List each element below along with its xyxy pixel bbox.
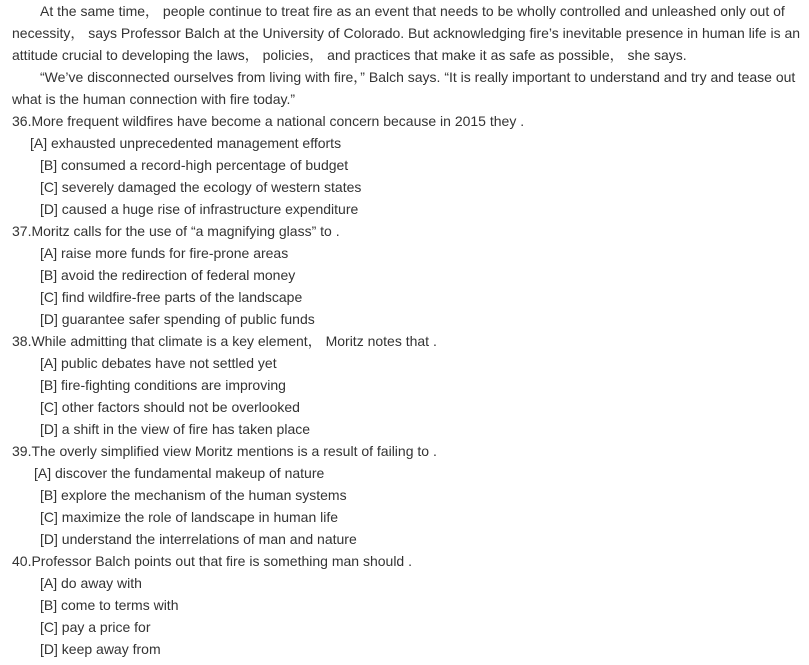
question-36 bbox=[12, 110, 809, 220]
question-39 bbox=[12, 440, 809, 550]
option-b: [B] fire-fighting conditions are improving bbox=[40, 377, 286, 393]
option-b: [B] come to terms with bbox=[40, 597, 179, 613]
option-a: [A] public debates have not settled yet bbox=[40, 355, 277, 371]
question-38 bbox=[12, 330, 809, 440]
passage-paragraph: “We’ve disconnected ourselves from living with fire，” Balch says. “It is really important to understand and try and tease out what is the human connection with fire today.” bbox=[12, 69, 796, 107]
option-c: [C] find wildfire-free parts of the landscape bbox=[40, 289, 303, 305]
option-d: [D] understand the interrelations of man and nature bbox=[40, 531, 357, 547]
question-stem: 37.Moritz calls for the use of “a magnifying glass” to . bbox=[12, 223, 340, 239]
option-c: [C] other factors should not be overlooked bbox=[40, 399, 300, 415]
question-37 bbox=[12, 220, 809, 330]
option-c: [C] severely damaged the ecology of western states bbox=[40, 179, 362, 195]
question-stem: 36.More frequent wildfires have become a national concern because in 2015 they . bbox=[12, 113, 525, 129]
option-b: [B] consumed a record-high percentage of budget bbox=[40, 157, 349, 173]
option-b: [B] avoid the redirection of federal money bbox=[40, 267, 296, 283]
option-d: [D] keep away from bbox=[40, 641, 161, 657]
option-c: [C] pay a price for bbox=[40, 619, 151, 635]
question-stem: 38.While admitting that climate is a key element， Moritz notes that . bbox=[12, 333, 437, 349]
option-c: [C] maximize the role of landscape in human life bbox=[40, 509, 339, 525]
option-a: [A] exhausted unprecedented management efforts bbox=[30, 135, 342, 151]
passage bbox=[12, 0, 809, 110]
question-stem: 39.The overly simplified view Moritz mentions is a result of failing to . bbox=[12, 443, 437, 459]
option-d: [D] guarantee safer spending of public funds bbox=[40, 311, 315, 327]
option-b: [B] explore the mechanism of the human systems bbox=[40, 487, 347, 503]
option-a: [A] raise more funds for fire-prone areas bbox=[40, 245, 289, 261]
option-a: [A] discover the fundamental makeup of nature bbox=[34, 465, 325, 481]
passage-paragraph: At the same time， people continue to treat fire as an event that needs to be wholly controlled and unleashed only out of necessity， says Professor Balch at the University of Colorado. But acknowledging fire’s inevitable presence in human life is an attitude crucial to developing the laws， policies， and practices that make it as safe as possible， she says. bbox=[12, 3, 801, 63]
question-stem: 40.Professor Balch points out that fire is something man should . bbox=[12, 553, 412, 569]
option-d: [D] caused a huge rise of infrastructure expenditure bbox=[40, 201, 359, 217]
option-d: [D] a shift in the view of fire has taken place bbox=[40, 421, 311, 437]
question-40 bbox=[12, 550, 809, 660]
option-a: [A] do away with bbox=[40, 575, 142, 591]
